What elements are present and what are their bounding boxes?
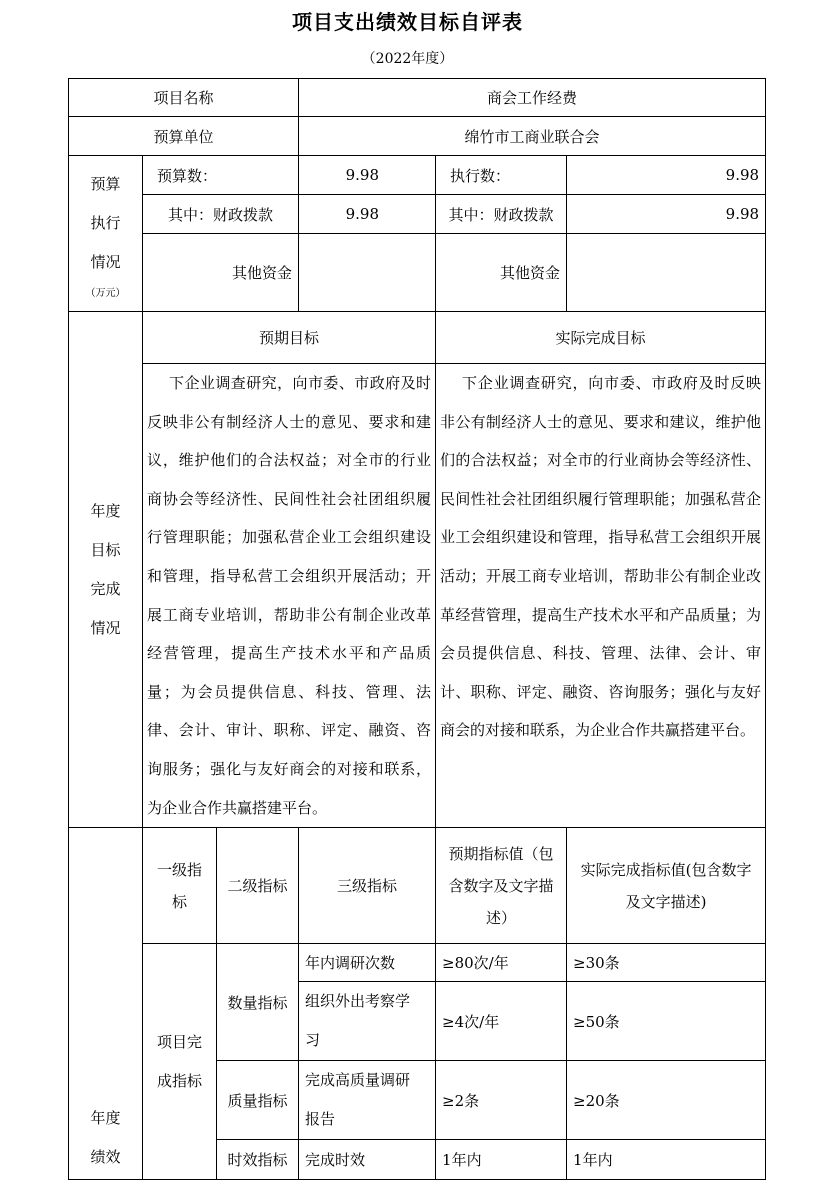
actual-goal-header: 实际完成目标 [436, 312, 766, 364]
indicator-name: 完成高质量调研 报告 [299, 1061, 436, 1140]
budget-unit-value: 绵竹市工商业联合会 [299, 117, 766, 156]
goals-text-row [69, 364, 766, 828]
level3-header: 三级指标 [299, 828, 436, 944]
indicator-name: 组织外出考察学 习 [299, 982, 436, 1061]
page-title: 项目支出绩效目标自评表 [292, 10, 523, 34]
exec-amount-value: 9.98 [567, 156, 766, 195]
other-funds-label: 其他资金 [143, 234, 299, 312]
budget-unit-note: （万元） [85, 288, 126, 299]
indicator-expected: ≥2条 [436, 1061, 567, 1140]
budget-row [69, 156, 766, 195]
indicator-header-row [69, 828, 766, 944]
other-funds-budget-value [299, 234, 436, 312]
level2-header: 二级指标 [217, 828, 299, 944]
indicator-name: 年内调研次数 [299, 944, 436, 982]
other-funds-row [69, 234, 766, 312]
indicator-actual: ≥30条 [567, 944, 766, 982]
budget-section-label: 预算 执行 情况 （万元） [69, 156, 143, 312]
table-row [69, 944, 766, 982]
goals-header-row [69, 312, 766, 364]
other-funds-exec-value [567, 234, 766, 312]
expected-goal-header: 预期目标 [143, 312, 436, 364]
project-name-row [69, 79, 766, 117]
actual-goal-text: 下企业调查研究，向市委、市政府及时反映非公有制经济人士的意见、要求和建议，维护他们的合法权益；对全市的行业商协会等经济性、民间性社会社团组织履行管理职能；加强私营企业工会组织建设和管理，指导私营工会组织开展活动；开展工商专业培训，帮助非公有制企业改革经营管理，提高生产技术水平和产品质量；为会员提供信息、科技、管理、法律、会计、审计、职称、评定、融资、咨询服务；强化与友好商会的对接和联系，为企业合作共赢搭建平台。 [436, 364, 766, 828]
indicator-actual: 1年内 [567, 1140, 766, 1180]
expected-goal-text: 下企业调查研究，向市委、市政府及时反映非公有制经济人士的意见、要求和建议，维护他们的合法权益；对全市的行业商协会等经济性、民间性社会社团组织履行管理职能；加强私营企业工会组织建设和管理，指导私营工会组织开展活动；开展工商专业培训，帮助非公有制企业改革经营管理，提高生产技术水平和产品质量；为会员提供信息、科技、管理、法律、会计、审计、职称、评定、融资、咨询服务；强化与友好商会的对接和联系，为企业合作共赢搭建平台。 [143, 364, 436, 828]
fiscal-exec-value: 9.98 [567, 195, 766, 234]
indicator-expected: ≥80次/年 [436, 944, 567, 982]
fiscal-exec-label: 其中：财政拨款 [436, 195, 567, 234]
exec-amount-label: 执行数： [436, 156, 567, 195]
project-name-label: 项目名称 [69, 79, 299, 117]
time-indicator-label: 时效指标 [217, 1140, 299, 1180]
level1-header: 一级指 标 [143, 828, 217, 944]
quantity-indicator-label: 数量指标 [217, 944, 299, 1061]
indicator-expected: ≥4次/年 [436, 982, 567, 1061]
budget-amount-value: 9.98 [299, 156, 436, 195]
expected-value-header: 预期指标值（包 含数字及文字描 述） [436, 828, 567, 944]
report-year: （2022年度） [361, 51, 454, 67]
goals-section-label: 年度 目标 完成 情况 [69, 312, 143, 828]
fiscal-budget-value: 9.98 [299, 195, 436, 234]
other-funds-exec-label: 其他资金 [436, 234, 567, 312]
actual-value-header: 实际完成指标值(包含数字 及文字描述) [567, 828, 766, 944]
fiscal-budget-label: 其中：财政拨款 [143, 195, 299, 234]
quality-indicator-label: 质量指标 [217, 1061, 299, 1140]
indicator-actual: ≥20条 [567, 1061, 766, 1140]
budget-unit-label: 预算单位 [69, 117, 299, 156]
indicator-actual: ≥50条 [567, 982, 766, 1061]
indicator-expected: 1年内 [436, 1140, 567, 1180]
fiscal-row [69, 195, 766, 234]
performance-section-label: 年度 绩效 [69, 828, 143, 1180]
indicator-name: 完成时效 [299, 1140, 436, 1180]
project-completion-label: 项目完 成指标 [143, 944, 217, 1180]
evaluation-table [68, 78, 766, 1180]
project-name-value: 商会工作经费 [299, 79, 766, 117]
budget-amount-label: 预算数： [143, 156, 299, 195]
budget-unit-row [69, 117, 766, 156]
